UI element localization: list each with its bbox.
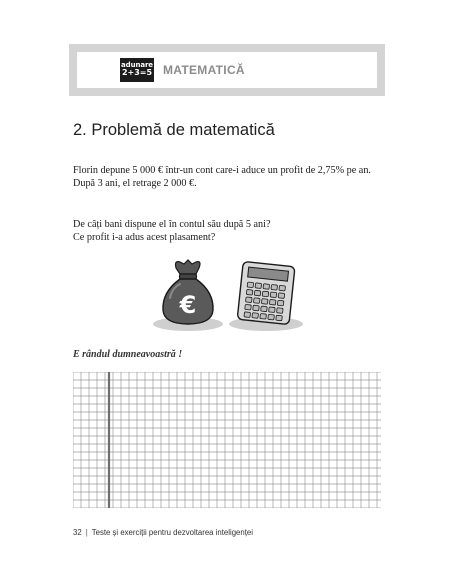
question-1: De câți bani dispune el în contul său după 5 ani? — [73, 219, 271, 230]
problem-statement — [73, 164, 385, 190]
answer-prompt: E rândul dumneavoastră ! — [73, 349, 183, 360]
section-banner-inner — [77, 52, 377, 88]
illustration — [150, 258, 310, 334]
badge-word: adunare — [121, 61, 153, 70]
section-title: MATEMATICĂ — [163, 63, 245, 77]
badge-equation: 2+3=5 — [121, 68, 153, 78]
page-number: 32 — [73, 528, 82, 537]
money-bag-symbol: € — [179, 291, 197, 319]
book-title: Teste și exerciții pentru dezvoltarea inteligenței — [91, 528, 253, 537]
question-2: Ce profit i-a adus acest plasament? — [73, 232, 216, 243]
problem-line-2: După 3 ani, el retrage 2 000 €. — [73, 178, 197, 189]
section-banner — [69, 44, 385, 96]
problem-heading: 2. Problemă de matematică — [73, 121, 275, 139]
problem-line-1: Florin depune 5 000 € într-un cont care-i aduce un profit de 2,75% pe an. — [73, 165, 371, 176]
calculator-icon — [229, 261, 303, 331]
problem-questions — [73, 218, 385, 244]
answer-grid[interactable] — [73, 372, 381, 508]
addition-badge — [120, 58, 154, 82]
footer-separator: | — [85, 528, 88, 537]
page-footer — [73, 528, 253, 537]
money-bag-icon — [153, 260, 223, 331]
